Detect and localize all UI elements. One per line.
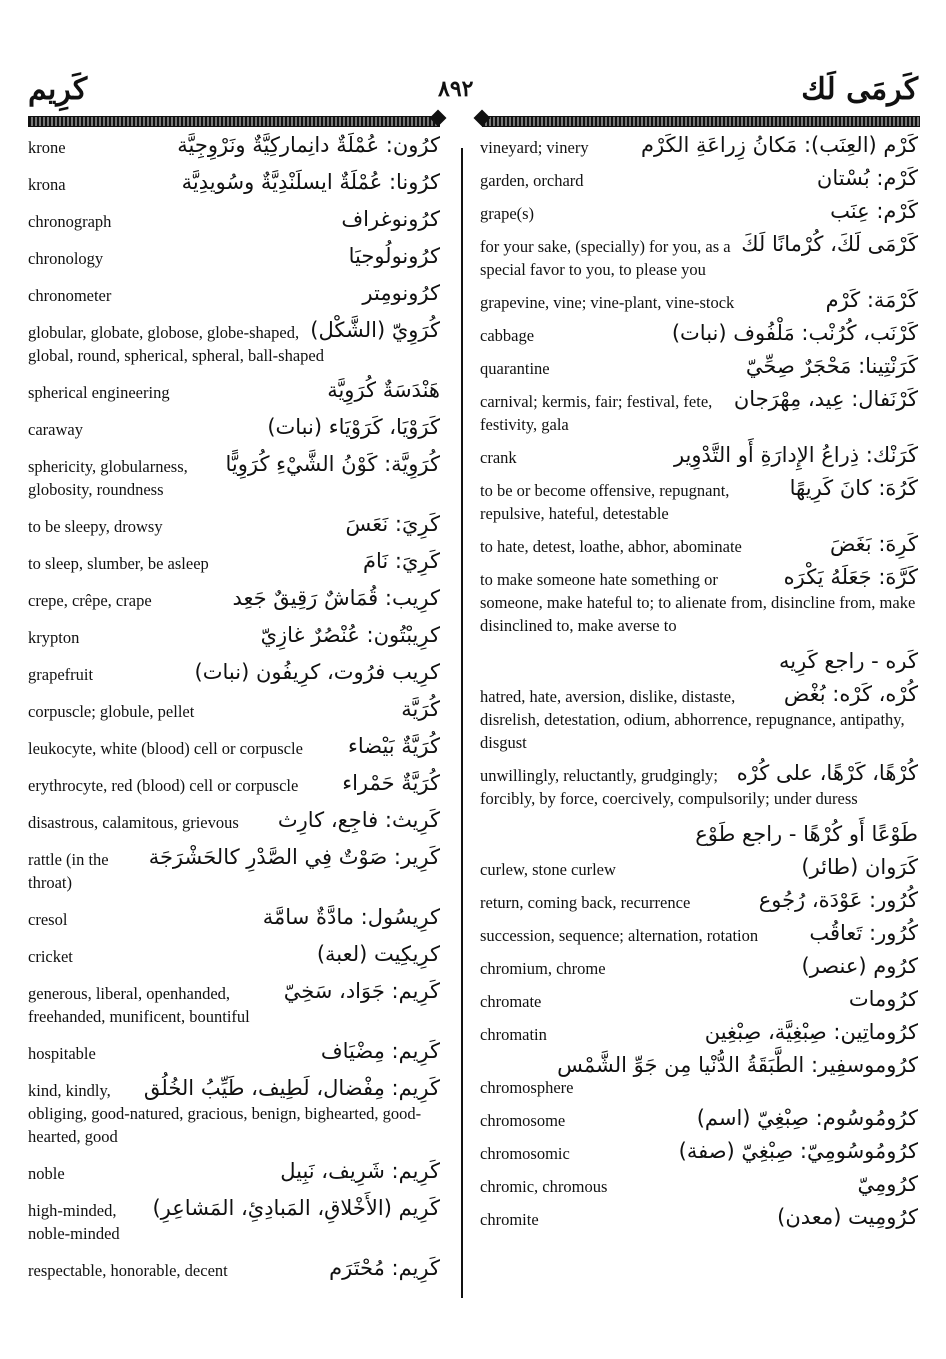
english-definition: chronograph [28, 212, 112, 231]
english-definition: chromium, chrome [480, 959, 606, 978]
arabic-headword: كَرُهَ: كانَ كَرِيهًا [784, 477, 918, 500]
arabic-headword: كَرِيم: مُحْتَرَم [323, 1257, 440, 1280]
english-definition: crepe, crêpe, crape [28, 591, 152, 610]
english-definition: grapevine, vine; vine-plant, vine-stock [480, 293, 735, 312]
english-definition: crank [480, 448, 517, 467]
dictionary-entry [28, 623, 440, 649]
english-definition: to sleep, slumber, be asleep [28, 554, 209, 573]
arabic-headword: كرُوماتِين: صِبْغِيَّة، صِبْغِين [699, 1021, 918, 1044]
arabic-headword: كَرْمَى لَكَ، كُرْمانًا لَكَ [735, 233, 918, 256]
english-definition: garden, orchard [480, 171, 584, 190]
english-definition: chromic, chromous [480, 1177, 608, 1196]
dictionary-entry [28, 170, 440, 196]
dictionary-entry [28, 808, 440, 834]
english-definition: globular, globate, globose, globe-shaped, global, round, spherical, spheral, ball-shaped [28, 323, 324, 365]
dictionary-entry [480, 1172, 918, 1198]
arabic-headword: كَرِيم: جَوَاد، سَخِيّ [278, 980, 440, 1003]
english-definition: grape(s) [480, 204, 535, 223]
arabic-headword: كَرِيَ: نَامَ [357, 550, 440, 573]
arabic-headword: كرُومِيّ [852, 1173, 918, 1196]
arabic-headword: كَرْمَة: كَرْم [820, 289, 918, 312]
english-definition: rattle (in the throat) [28, 850, 109, 892]
page-header [28, 72, 918, 112]
arabic-headword: كَرِير: صَوْتٌ فِي الصَّدْرِ كالحَشْرَجَة [143, 846, 440, 869]
english-definition: hospitable [28, 1044, 96, 1063]
dictionary-entry [480, 1053, 918, 1099]
page-number: ٨٩٢ [438, 76, 474, 102]
dictionary-entry [480, 232, 918, 281]
arabic-headword: كَرَنْك: ذِراعُ الإِدارَةِ أَو التَّدْوِير [668, 444, 918, 467]
arabic-headword: كَرْم: بُسْتان [811, 167, 918, 190]
dictionary-entry [28, 415, 440, 441]
dictionary-entry [28, 378, 440, 404]
dictionary-entry [28, 133, 440, 159]
dictionary-entry [28, 1256, 440, 1282]
arabic-headword: كرِيسُول: مادَّةٌ سامَّة [257, 906, 440, 929]
right-column [480, 133, 918, 1241]
english-definition: to be sleepy, drowsy [28, 517, 163, 536]
dictionary-entry [480, 443, 918, 469]
english-definition: sphericity, globularness, globosity, roundness [28, 457, 188, 499]
arabic-headword: كَرِيَ: نَعَسَ [339, 513, 440, 536]
english-definition: spherical engineering [28, 383, 170, 402]
dictionary-entry [28, 512, 440, 538]
arabic-headword: كَرِيم (الأَخْلاقِ، المَبادِئِ، المَشاعِرِ) [146, 1197, 440, 1220]
dictionary-entry [28, 942, 440, 968]
arabic-headword: كَرِيم: شَرِيف، نَبِيل [274, 1160, 440, 1183]
dictionary-entry [28, 771, 440, 797]
dictionary-entry [480, 321, 918, 347]
arabic-headword: كُرْهًا، كَرْهًا، على كُرْه [731, 762, 918, 785]
english-definition: for your sake, (specially) for you, as a special favor to you, to please you [480, 237, 731, 279]
arabic-headword: كرُونا: عُمْلَةٌ ايسلَنْدِيَّةٌ وسُويدِيَّة [176, 171, 440, 194]
arabic-headword: كرُوم (عنصر) [796, 955, 918, 978]
english-definition: erythrocyte, red (blood) cell or corpuscle [28, 776, 299, 795]
dictionary-entry [480, 387, 918, 436]
english-definition: chromosphere [480, 1078, 574, 1097]
dictionary-entry [28, 207, 440, 233]
dictionary-entry [28, 452, 440, 501]
arabic-headword: كُرَوِيّ (الشَّكْل) [304, 319, 440, 342]
arabic-headword: كرُومُوسُومِيّ: صِبْغِيّ (صفة) [673, 1140, 918, 1163]
arabic-cross-reference: كَره - راجع كَرِيه [778, 649, 918, 673]
english-definition: krona [28, 175, 66, 194]
arabic-headword: كَرِيم: مِفْضال، لَطِيف، طَيِّبُ الخُلُق [138, 1077, 440, 1100]
arabic-headword: كُرُور: تَعاقُب [803, 922, 918, 945]
dictionary-entry [480, 987, 918, 1013]
english-definition: chromate [480, 992, 542, 1011]
dictionary-entry [28, 586, 440, 612]
header-rule-left [28, 116, 440, 127]
right-guide-word: كَرمَى لَك [801, 72, 918, 107]
arabic-headword: كَرِهَ: بَغَضَ [824, 533, 918, 556]
english-definition: generous, liberal, openhanded, freehanded, munificent, bountiful [28, 984, 250, 1026]
dictionary-entry [480, 476, 918, 525]
english-definition: chromosome [480, 1111, 566, 1130]
arabic-headword: كَرَنْتِينا: مَحْجَرٌ صِحِّيّ [740, 355, 918, 378]
dictionary-entry [480, 532, 918, 558]
dictionary-entry [28, 979, 440, 1028]
arabic-headword: كرِيب: قُمَاشٌ رَقِيقٌ جَعِد [226, 587, 440, 610]
dictionary-entry [28, 281, 440, 307]
english-definition: cricket [28, 947, 73, 966]
english-definition: krone [28, 138, 66, 157]
arabic-headword: كَرْم: عِنَب [824, 200, 918, 223]
dictionary-entry [28, 1039, 440, 1065]
english-definition: cabbage [480, 326, 535, 345]
arabic-headword: كُرْه، كَرْه: بُغْض [778, 683, 918, 706]
dictionary-entry [480, 820, 918, 848]
dictionary-entry [480, 682, 918, 754]
dictionary-entry [28, 697, 440, 723]
arabic-headword: كُرَيَّة [395, 698, 440, 721]
english-definition: cresol [28, 910, 68, 929]
dictionary-entry [480, 1020, 918, 1046]
arabic-headword: كرِيبْتُون: عُنْصُرٌ غازِيّ [255, 624, 440, 647]
arabic-headword: كرِيب فرُوت، كرِيفُون (نبات) [189, 661, 440, 684]
arabic-headword: كرُونولُوجيَا [343, 245, 440, 268]
english-definition: chromosomic [480, 1144, 570, 1163]
english-definition: chronometer [28, 286, 112, 305]
dictionary-entry [28, 845, 440, 894]
dictionary-entry [28, 905, 440, 931]
dictionary-entry [28, 660, 440, 686]
left-guide-word: كَرِيم [28, 72, 88, 107]
english-definition: to make someone hate something or someone, make hateful to; to alienate from, disincline from, make disinclined to, make averse to [480, 570, 916, 635]
arabic-headword: هَنْدَسَةٌ كُرَوِيَّة [321, 379, 440, 402]
arabic-headword: كرُومُوسُوم: صِبْغِيّ (اسم) [691, 1107, 918, 1130]
arabic-headword: كَرِيث: فاجِع، كارِث [272, 809, 440, 832]
dictionary-entry [480, 199, 918, 225]
english-definition: quarantine [480, 359, 550, 378]
arabic-headword: كرُومات [843, 988, 918, 1011]
arabic-headword: كُرُور: عَوْدَة، رُجُوع [753, 889, 918, 912]
arabic-headword: كَرِيم: مِضْيَاف [315, 1040, 440, 1063]
english-definition: respectable, honorable, decent [28, 1261, 228, 1280]
english-definition: kind, kindly, obliging, good-natured, gracious, benign, bighearted, good-hearted, good [28, 1081, 422, 1146]
arabic-headword: كرِيكِيت (لعبة) [311, 943, 440, 966]
dictionary-entry [480, 1205, 918, 1231]
english-definition: krypton [28, 628, 80, 647]
arabic-cross-reference: طَوْعًا أَو كُرْهًا - راجع طَوْع [695, 822, 918, 846]
english-definition: corpuscle; globule, pellet [28, 702, 195, 721]
dictionary-entry [480, 647, 918, 675]
dictionary-entry [480, 1139, 918, 1165]
dictionary-entry [480, 133, 918, 159]
arabic-headword: كرُومِيت (معدن) [771, 1206, 918, 1229]
left-column [28, 133, 440, 1296]
dictionary-entry [28, 244, 440, 270]
dictionary-entry [480, 921, 918, 947]
english-definition: chromatin [480, 1025, 547, 1044]
arabic-headword: كَرَوان (طائر) [795, 856, 918, 879]
arabic-headword: كُرَيَّةٌ حَمْراء [336, 772, 440, 795]
arabic-headword: كرُونومِتر [356, 282, 440, 305]
header-rule-right [482, 116, 920, 127]
dictionary-entry [28, 1196, 440, 1245]
arabic-headword: كُرَيَّةٌ بَيْضاء [342, 735, 440, 758]
dictionary-entry [480, 565, 918, 637]
english-definition: carnival; kermis, fair; festival, fete, festivity, gala [480, 392, 713, 434]
dictionary-entry [480, 888, 918, 914]
english-definition: unwillingly, reluctantly, grudgingly; forcibly, by force, coercively, compulsorily; under duress [480, 766, 858, 808]
english-definition: chromite [480, 1210, 539, 1229]
arabic-headword: كُرَوِيَّة: كَوْنُ الشَّيْءِ كُرَوِيًّا [219, 453, 440, 476]
english-definition: disastrous, calamitous, grievous [28, 813, 239, 832]
english-definition: to hate, detest, loathe, abhor, abominate [480, 537, 742, 556]
english-definition: chronology [28, 249, 104, 268]
english-definition: return, coming back, recurrence [480, 893, 691, 912]
arabic-headword: كَرَّهَ: جَعَلَهُ يَكْرَه [778, 566, 918, 589]
dictionary-entry [480, 288, 918, 314]
english-definition: curlew, stone curlew [480, 860, 616, 879]
arabic-headword: كَرْم (العِنَب): مَكانُ زِراعَةِ الكَرْم [635, 134, 918, 157]
dictionary-entry [28, 734, 440, 760]
dictionary-entry [480, 354, 918, 380]
arabic-headword: كرُونوغراف [335, 208, 440, 231]
english-definition: noble [28, 1164, 65, 1183]
arabic-headword: كرُون: عُمْلَةٌ دانِماركِيَّةٌ ونَرْوِجِيَّة [171, 134, 440, 157]
english-definition: leukocyte, white (blood) cell or corpuscle [28, 739, 303, 758]
english-definition: to be or become offensive, repugnant, repulsive, hateful, detestable [480, 481, 730, 523]
dictionary-entry [480, 855, 918, 881]
dictionary-entry [28, 318, 440, 367]
arabic-headword: كرُوموسفِير: الطَّبَقَةُ الدُّنْيا مِن جَوِّ الشَّمْس [551, 1054, 918, 1077]
dictionary-entry [28, 1159, 440, 1185]
arabic-headword: كَرَوْيَا، كَرَوْيَاء (نبات) [261, 416, 440, 439]
english-definition: succession, sequence; alternation, rotation [480, 926, 759, 945]
arabic-headword: كَرْنَفال: عِيد، مِهْرَجان [728, 388, 918, 411]
english-definition: grapefruit [28, 665, 94, 684]
dictionary-entry [480, 761, 918, 810]
dictionary-entry [28, 1076, 440, 1148]
arabic-headword: كَرْنَب، كُرُنْب: مَلْفُوف (نبات) [666, 322, 918, 345]
dictionary-entry [480, 954, 918, 980]
english-definition: hatred, hate, aversion, dislike, distaste, disrelish, detestation, odium, abhorrence, repugnance, antipathy, disgust [480, 687, 905, 752]
column-divider [461, 148, 463, 1298]
dictionary-entry [480, 1106, 918, 1132]
dictionary-entry [28, 549, 440, 575]
english-definition: vineyard; vinery [480, 138, 589, 157]
english-definition: caraway [28, 420, 83, 439]
english-definition: high-minded, noble-minded [28, 1201, 120, 1243]
dictionary-entry [480, 166, 918, 192]
